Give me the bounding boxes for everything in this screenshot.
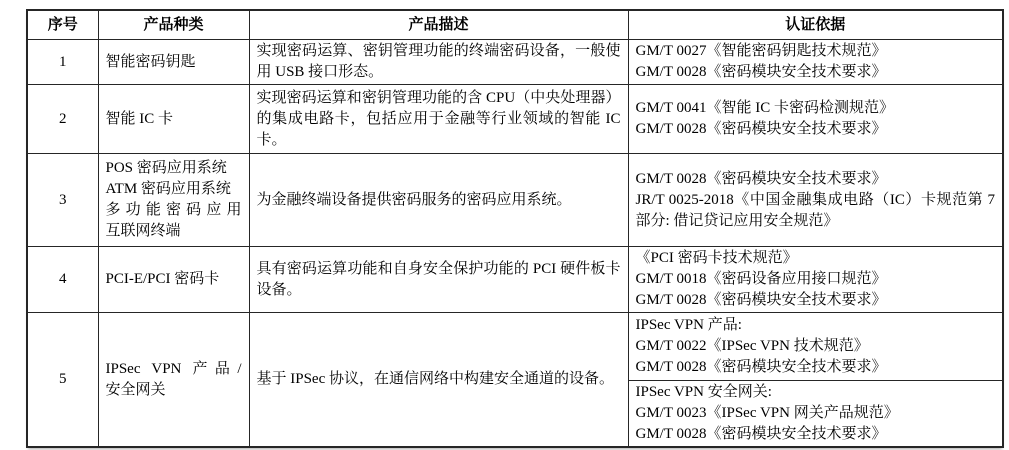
desc-text: 实现密码运算和密钥管理功能的含 CPU（中央处理器）的集成电路卡，包括应用于金融等行业领域的智能 IC 卡。 (256, 89, 621, 148)
type-line: 智能密码钥匙 (105, 53, 196, 70)
type-line: POS 密码应用系统 (105, 160, 227, 176)
cert-line: 《PCI 密码卡技术规范》 (635, 250, 798, 266)
seq-cell: 2 (27, 85, 98, 154)
product-type-cell (98, 247, 249, 313)
product-desc-cell (249, 247, 628, 313)
product-desc-cell (249, 154, 628, 247)
cert-line: GM/T 0028《密码模块安全技术要求》 (635, 170, 887, 187)
cert-line: GM/T 0041《智能 IC 卡密码检测规范》 (635, 100, 894, 116)
header-no: 序号 (27, 10, 98, 40)
product-desc-cell (249, 313, 628, 448)
type-line: 多功能密码应用 (105, 202, 242, 218)
type-line: PCI-E/PCI 密码卡 (105, 271, 220, 287)
type-line: 互联网终端 (105, 223, 181, 239)
product-type-cell (98, 154, 249, 247)
cert-line: IPSec VPN 产品: (635, 317, 742, 333)
cert-line: JR/T 0025-2018《中国金融集成电路（IC）卡规范第 7 部分: 借记贷记应用安全规范》 (635, 191, 995, 229)
desc-text: 实现密码运算、密钥管理功能的终端密码设备，一般使用 USB 接口形态。 (256, 43, 621, 80)
cert-line: IPSec VPN 安全网关: (635, 384, 772, 400)
product-type-cell (98, 40, 249, 85)
cert-cell (628, 85, 1003, 154)
header-product-type: 产品种类 (98, 10, 249, 40)
product-type-cell (98, 313, 249, 448)
cert-cell (628, 381, 1003, 448)
seq-cell: 4 (27, 247, 98, 313)
table-row (27, 40, 1003, 85)
cert-cell (628, 313, 1003, 381)
cert-line: GM/T 0028《密码模块安全技术要求》 (635, 359, 887, 375)
table-row (27, 247, 1003, 313)
cert-line: GM/T 0028《密码模块安全技术要求》 (635, 426, 887, 442)
table-row (27, 154, 1003, 247)
table-row (27, 313, 1003, 381)
cert-line: GM/T 0023《IPSec VPN 网关产品规范》 (635, 405, 899, 421)
cert-cell (628, 40, 1003, 85)
product-desc-cell (249, 40, 628, 85)
cert-line: GM/T 0028《密码模块安全技术要求》 (635, 292, 887, 308)
cert-line: GM/T 0028《密码模块安全技术要求》 (635, 121, 887, 137)
table-row (27, 85, 1003, 154)
seq-cell: 3 (27, 154, 98, 247)
type-line: 智能 IC 卡 (105, 110, 174, 127)
seq-cell: 1 (27, 40, 98, 85)
cert-line: GM/T 0022《IPSec VPN 技术规范》 (635, 338, 869, 354)
header-product-desc: 产品描述 (249, 10, 628, 40)
cert-line: GM/T 0028《密码模块安全技术要求》 (635, 64, 887, 80)
header-cert-basis: 认证依据 (628, 10, 1003, 40)
seq-cell: 5 (27, 313, 98, 448)
cert-line: GM/T 0018《密码设备应用接口规范》 (635, 271, 887, 287)
desc-text: 基于 IPSec 协议，在通信网络中构建安全通道的设备。 (256, 371, 614, 387)
type-line: ATM 密码应用系统 (105, 181, 231, 197)
cert-cell (628, 247, 1003, 313)
product-desc-cell (249, 85, 628, 154)
desc-text: 具有密码运算功能和自身安全保护功能的 PCI 硬件板卡设备。 (256, 260, 621, 298)
cert-cell (628, 154, 1003, 247)
table-header-row (27, 10, 1003, 40)
certification-basis-table (26, 9, 1004, 448)
product-type-cell (98, 85, 249, 154)
type-line: IPSec VPN 产品/ (105, 360, 242, 377)
desc-text: 为金融终端设备提供密码服务的密码应用系统。 (256, 191, 572, 208)
type-line: 安全网关 (105, 381, 166, 398)
cert-line: GM/T 0027《智能密码钥匙技术规范》 (635, 43, 887, 59)
